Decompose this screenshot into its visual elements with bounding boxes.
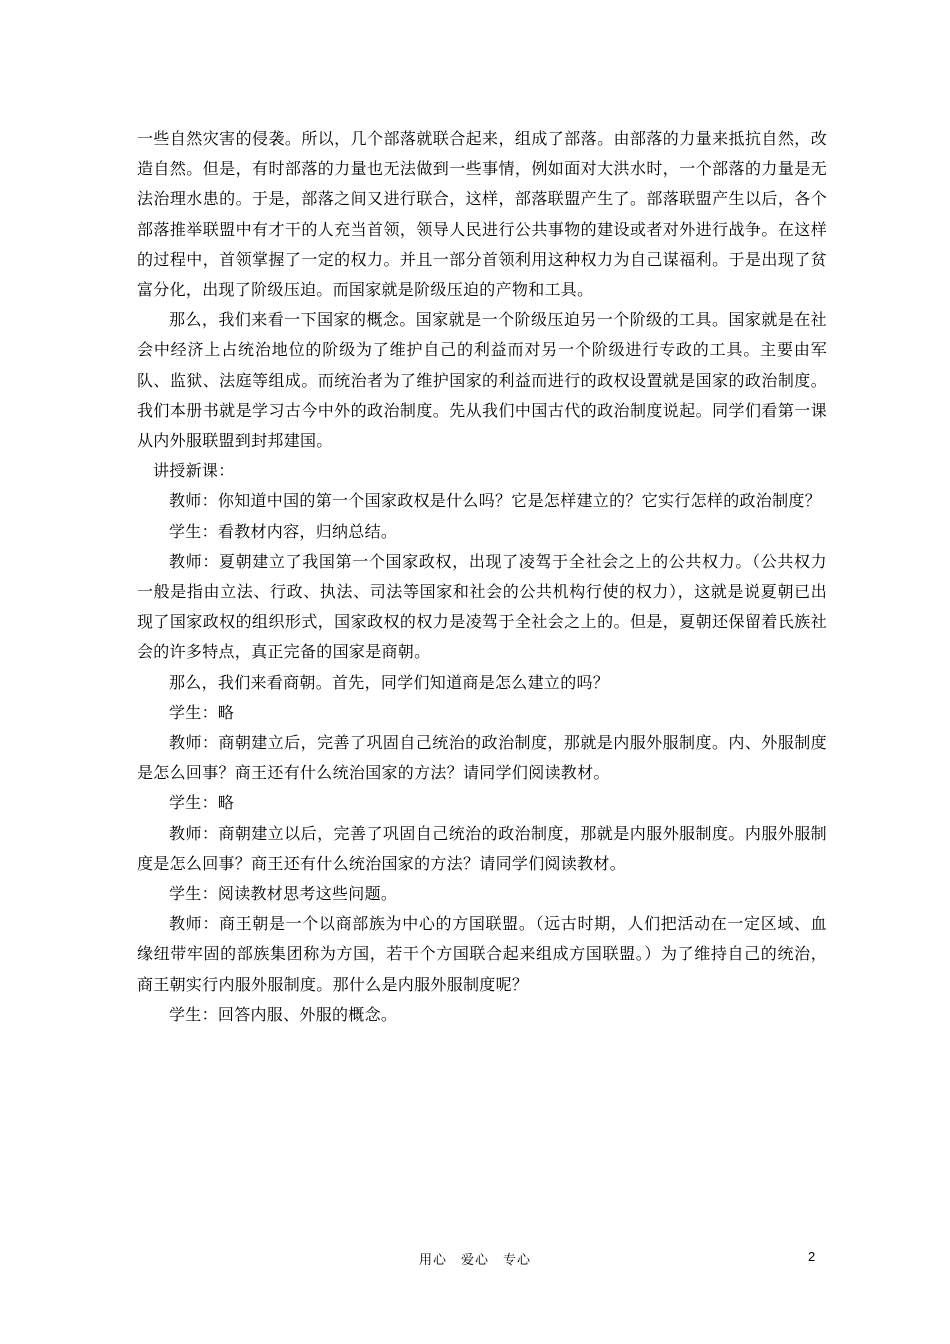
paragraph: 教师：商朝建立后，完善了巩固自己统治的政治制度，那就是内服外服制度。内、外服制度是怎么回事？商王还有什么统治国家的方法？请同学们阅读教材。 xyxy=(137,733,827,783)
paragraph: 学生：阅读教材思考这些问题。 xyxy=(169,884,398,904)
paragraph: 教师：商王朝是一个以商部族为中心的方国联盟。（远古时期，人们把活动在一定区域、血缘纽带牢固的部族集团称为方国，若干个方国联合起来组成方国联盟。）为了维持自己的统治，商王朝实行内服外服制度。那什么是内服外服制度呢？ xyxy=(137,914,827,994)
section-heading: 讲授新课： xyxy=(153,461,235,481)
footer-slogan: 用心 爱心 专心 xyxy=(418,1253,531,1268)
paragraph: 学生：略 xyxy=(169,793,235,813)
page-number: 2 xyxy=(808,1249,816,1264)
paragraph: 教师：商朝建立以后，完善了巩固自己统治的政治制度，那就是内服外服制度。内服外服制度是怎么回事？商王还有什么统治国家的方法？请同学们阅读教材。 xyxy=(137,823,827,873)
paragraph: 教师：夏朝建立了我国第一个国家政权，出现了凌驾于全社会之上的公共权力。（公共权力一般是指由立法、行政、执法、司法等国家和社会的公共机构行使的权力），这就是说夏朝已出现了国家政权的组织形式，国家政权的权力是凌驾于全社会之上的。但是，夏朝还保留着氏族社会的许多特点，真正完备的国家是商朝。 xyxy=(137,551,827,662)
paragraph: 那么，我们来看一下国家的概念。国家就是一个阶级压迫另一个阶级的工具。国家就是在社会中经济上占统治地位的阶级为了维护自己的利益而对另一个阶级进行专政的工具。主要由军队、监狱、法庭等组成。而统治者为了维护国家的利益而进行的政权设置就是国家的政治制度。我们本册书就是学习古今中外的政治制度。先从我们中国古代的政治制度说起。同学们看第一课从内外服联盟到封邦建国。 xyxy=(137,310,827,451)
document-body xyxy=(137,124,827,1030)
paragraph: 一些自然灾害的侵袭。所以，几个部落就联合起来，组成了部落。由部落的力量来抵抗自然，改造自然。但是，有时部落的力量也无法做到一些事情，例如面对大洪水时，一个部落的力量是无法治理水患的。于是，部落之间又进行联合，这样，部落联盟产生了。部落联盟产生以后，各个部落推举联盟中有才干的人充当首领，领导人民进行公共事物的建设或者对外进行战争。在这样的过程中，首领掌握了一定的权力。并且一部分首领利用这种权力为自己谋福利。于是出现了贫富分化，出现了阶级压迫。而国家就是阶级压迫的产物和工具。 xyxy=(137,129,827,300)
paragraph: 学生：回答内服、外服的概念。 xyxy=(169,1004,398,1024)
paragraph: 教师：你知道中国的第一个国家政权是什么吗？它是怎样建立的？它实行怎样的政治制度？ xyxy=(169,491,822,511)
paragraph: 学生：看教材内容，归纳总结。 xyxy=(169,521,398,541)
paragraph: 那么，我们来看商朝。首先，同学们知道商是怎么建立的吗？ xyxy=(169,672,610,692)
paragraph: 学生：略 xyxy=(169,702,235,722)
